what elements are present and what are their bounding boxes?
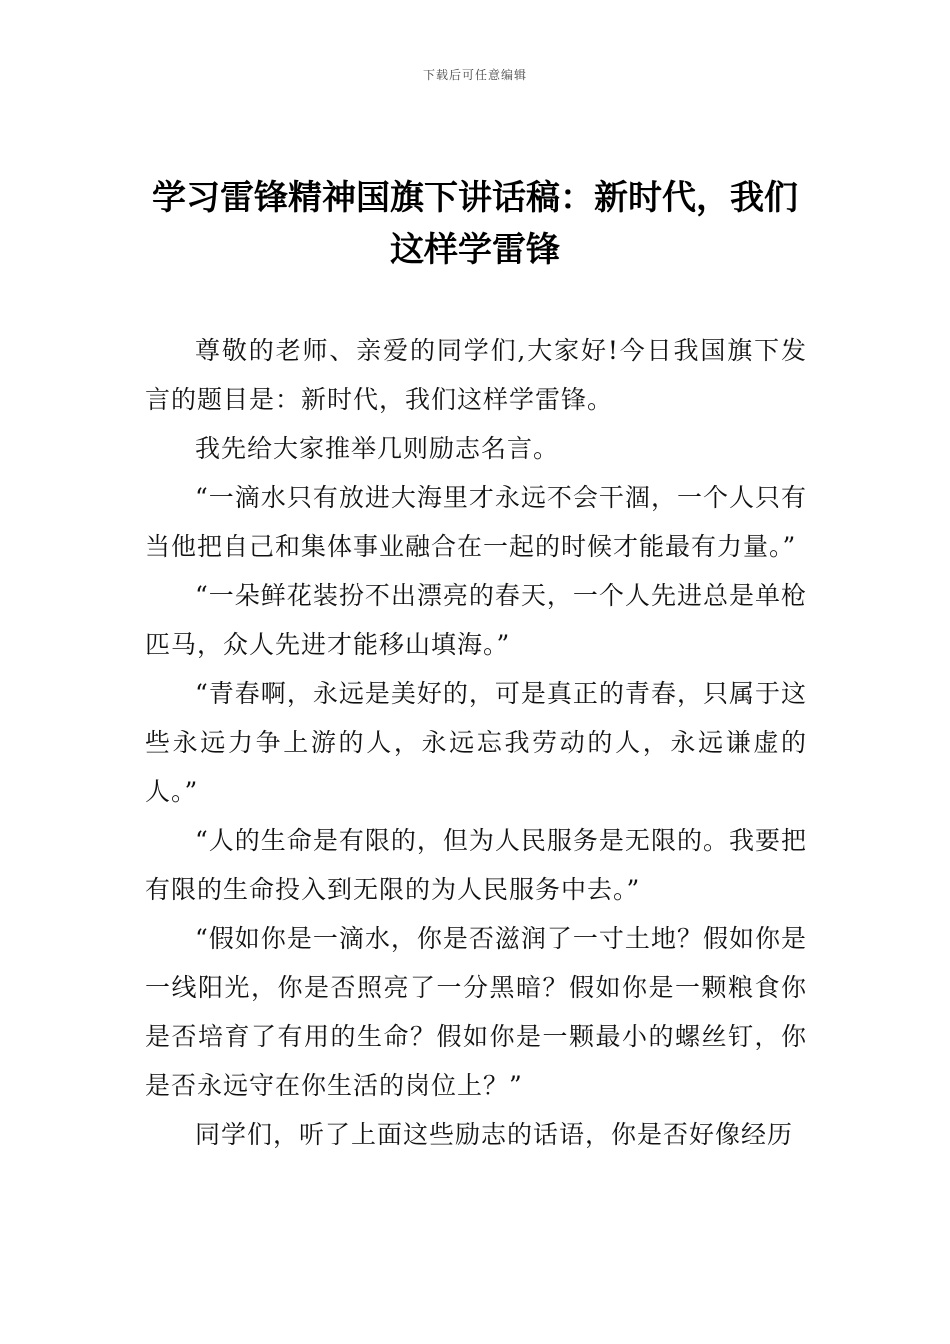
paragraph-quote-flower: “一朵鲜花装扮不出漂亮的春天，一个人先进总是单枪匹马，众人先进才能移山填海。” xyxy=(145,581,807,659)
header-note: 下载后可任意编辑 xyxy=(422,68,527,82)
document-body xyxy=(145,326,807,1159)
paragraph-intro-quotes: 我先给大家推举几则励志名言。 xyxy=(195,434,560,463)
paragraph-quote-life: “人的生命是有限的，但为人民服务是无限的。我要把有限的生命投入到无限的为人民服务中去。” xyxy=(145,826,807,904)
paragraph-quote-ifyouare: “假如你是一滴水，你是否滋润了一寸土地？假如你是一线阳光，你是否照亮了一分黑暗？假如你是一颗粮食你是否培育了有用的生命？假如你是一颗最小的螺丝钉，你是否永远守在你生活的岗位上？” xyxy=(145,924,807,1100)
paragraph-greeting: 尊敬的老师、亲爱的同学们,大家好!今日我国旗下发言的题目是：新时代，我们这样学雷锋。 xyxy=(145,336,807,414)
paragraph-quote-water: “一滴水只有放进大海里才永远不会干涸，一个人只有当他把自己和集体事业融合在一起的时候才能最有力量。” xyxy=(145,483,807,561)
paragraph-closing: 同学们，听了上面这些励志的话语，你是否好像经历 xyxy=(195,1120,794,1149)
document-title: 学习雷锋精神国旗下讲话稿：新时代，我们这样学雷锋 xyxy=(152,178,798,270)
paragraph-quote-youth: “青春啊，永远是美好的，可是真正的青春，只属于这些永远力争上游的人，永远忘我劳动的人，永远谦虚的人。” xyxy=(145,679,807,806)
